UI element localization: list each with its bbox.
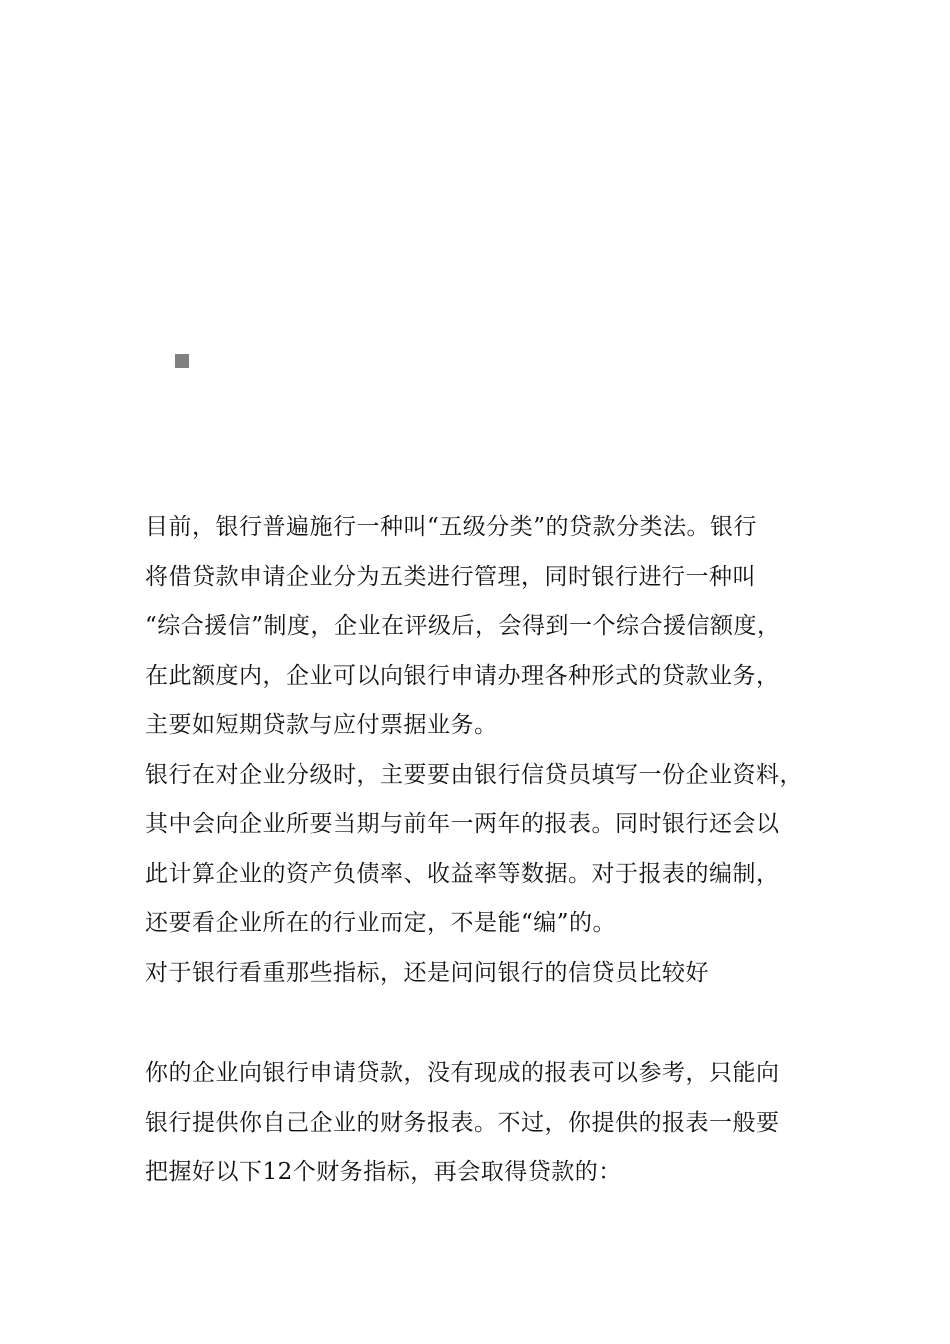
text-line: 将借贷款申请企业分为五类进行管理，同时银行进行一种叫 — [145, 563, 756, 590]
text-line: 银行在对企业分级时，主要要由银行信贷员填写一份企业资料， — [145, 761, 803, 788]
text-line: 对于银行看重那些指标，还是问问银行的信贷员比较好 — [145, 959, 709, 986]
text-line: 目前，银行普遍施行一种叫“五级分类”的贷款分类法。银行 — [145, 514, 758, 540]
square-bullet-icon — [175, 354, 189, 368]
text-line: 银行提供你自己企业的财务报表。不过，你提供的报表一般要 — [145, 1109, 780, 1136]
text-line: 其中会向企业所要当期与前年一两年的报表。同时银行还会以 — [145, 811, 780, 837]
text-line: 你的企业向银行申请贷款，没有现成的报表可以参考，只能向 — [145, 1060, 780, 1086]
text-line: 此计算企业的资产负债率、收益率等数据。对于报表的编制， — [145, 860, 780, 887]
text-line: 还要看企业所在的行业而定，不是能“编”的。 — [145, 910, 617, 936]
text-line: 把握好以下12个财务指标，再会取得贷款的： — [145, 1159, 622, 1185]
text-line: 主要如短期贷款与应付票据业务。 — [145, 712, 498, 738]
text-line: “综合援信”制度，企业在评级后，会得到一个综合援信额度， — [145, 613, 781, 639]
body-text-block-1 — [145, 503, 825, 998]
text-line: 在此额度内，企业可以向银行申请办理各种形式的贷款业务， — [145, 662, 780, 689]
body-text-block-2 — [145, 1049, 825, 1198]
